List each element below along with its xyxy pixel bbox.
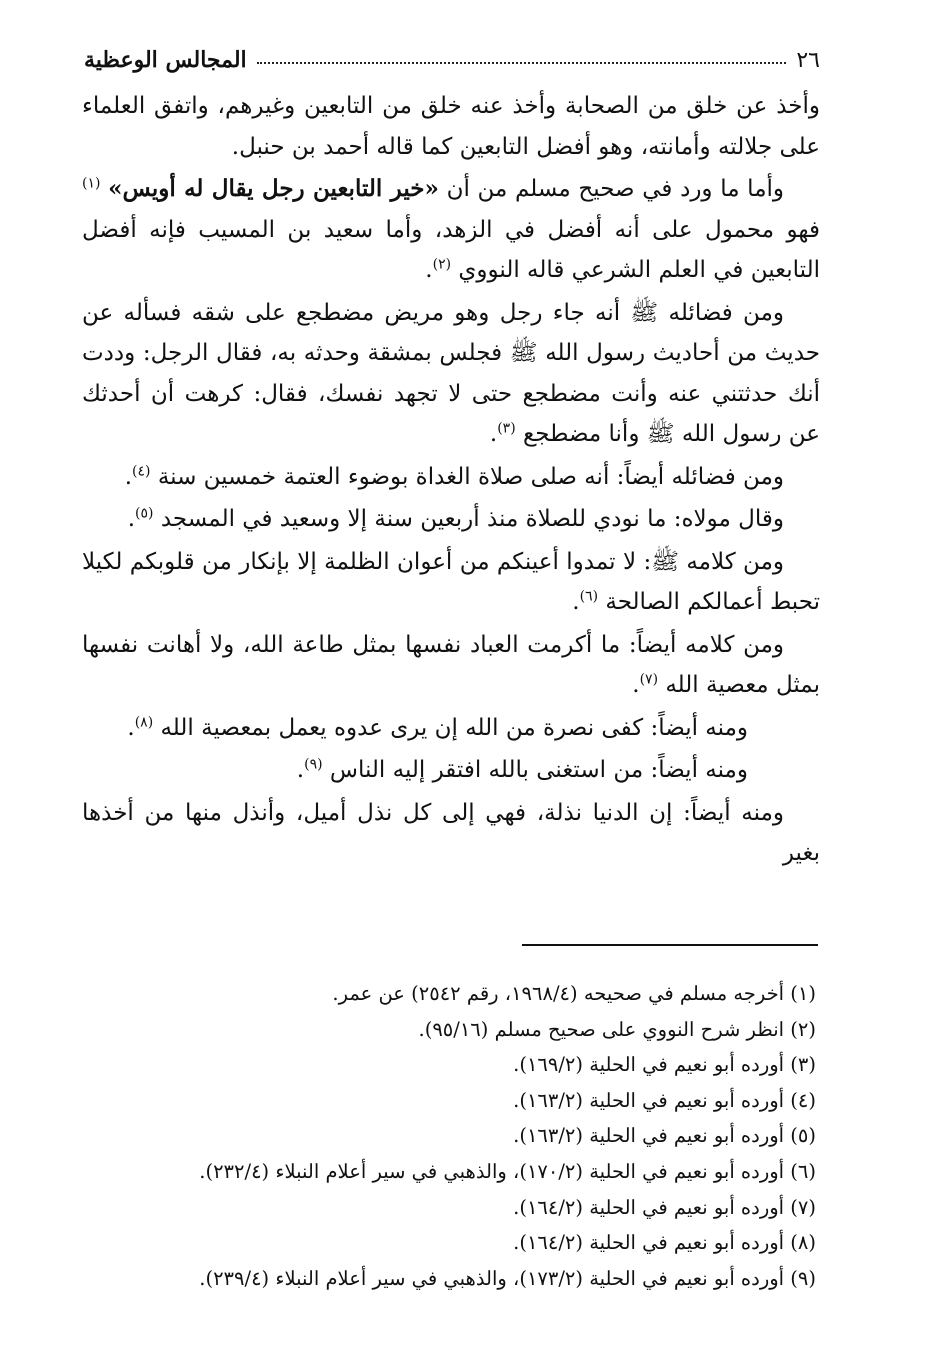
footnotes	[82, 976, 816, 1296]
paragraph: ومنه أيضاً: إن الدنيا نذلة، فهي إلى كل نذل أميل، وأنذل منها من أخذها بغير	[82, 799, 820, 866]
footnote-mark[interactable]: (٩)	[304, 756, 323, 773]
paragraph: وأما ما ورد في صحيح مسلم من أن «خير التابعين رجل يقال له أويس» $^{(١)}$ فهو محمول على أنه أفضل في الزهد، وأما سعيد بن المسيب فإنه أفضل التابعين في العلم الشرعي قاله النووي $^{(٢)}$.	[82, 175, 820, 283]
footnote: (١) أخرجه مسلم في صحيحه (١٩٦٨/٤، رقم ٢٥٤٢) عن عمر.	[332, 982, 816, 1005]
paragraph: وأخذ عن خلق من الصحابة وأخذ عنه خلق من التابعين وغيرهم، واتفق العلماء على جلالته وأمانته، وهو أفضل التابعين كما قاله أحمد بن حنبل.	[82, 93, 820, 160]
paragraph: ومن كلامه أيضاً: ما أكرمت العباد نفسها بمثل طاعة الله، ولا أهانت نفسها بمثل معصية الله $^{(٧)}$.	[82, 631, 820, 698]
footnote: (٩) أورده أبو نعيم في الحلية (١٧٣/٢)، والذهبي في سير أعلام النبلاء (٢٣٩/٤).	[199, 1266, 816, 1290]
hadith-quote: «خير التابعين رجل يقال له أويس»	[108, 175, 439, 202]
footnote: (٤) أورده أبو نعيم في الحلية (١٦٣/٢).	[513, 1088, 816, 1112]
paragraph: ومن فضائله ﷺ أنه جاء رجل وهو مريض مضطجع على شقه فسأله عن حديث من أحاديث رسول الله ﷺ فجلس بمشقة وحدثه به، فقال الرجل: وددت أنك حدثتني عنه وأنت مضطجع حتى لا تجهد نفسك، فقال: كرهت أن أحدثك عن رسول الله ﷺ وأنا مضطجع $^{(٣)}$.	[82, 299, 820, 447]
footnote: (٢) انظر شرح النووي على صحيح مسلم (٩٥/١٦).	[418, 1017, 816, 1041]
footnote-separator	[522, 944, 818, 946]
paragraph: وقال مولاه: ما نودي للصلاة منذ أربعين سنة إلا وسعيد في المسجد $^{(٥)}$.	[127, 505, 784, 532]
header-dotted-leader	[257, 62, 787, 64]
page-number: ٢٦	[796, 47, 820, 73]
footnote-mark[interactable]: (٨)	[134, 713, 154, 730]
footnote-mark[interactable]: (٢)	[432, 256, 452, 273]
paragraph: ومنه أيضاً: كفى نصرة من الله إن يرى عدوه يعمل بمعصية الله $^{(٨)}$.	[127, 713, 748, 741]
running-title: المجالس الوعظية	[84, 47, 247, 73]
footnote: (٥) أورده أبو نعيم في الحلية (١٦٣/٢).	[513, 1124, 816, 1148]
footnote: (٦) أورده أبو نعيم في الحلية (١٧٠/٢)، والذهبي في سير أعلام النبلاء (٢٣٢/٤).	[199, 1159, 816, 1183]
paragraph: ومن كلامه ﷺ: لا تمدوا أعينكم من أعوان الظلمة إلا بإنكار من قلوبكم لكيلا تحبط أعمالكم الصالحة $^{(٦)}$.	[82, 548, 820, 615]
footnote-mark[interactable]: (٣)	[497, 420, 516, 437]
footnote-mark[interactable]: (٦)	[579, 588, 599, 605]
footnote-mark[interactable]: (١)	[82, 175, 101, 192]
footnote: (٣) أورده أبو نعيم في الحلية (١٦٩/٢).	[513, 1053, 816, 1077]
paragraph: ومنه أيضاً: من استغنى بالله افتقر إليه الناس $^{(٩)}$.	[296, 756, 748, 783]
footnote-mark[interactable]: (٥)	[135, 505, 154, 522]
main-text	[82, 86, 820, 876]
page-header	[84, 42, 820, 78]
paragraph: ومن فضائله أيضاً: أنه صلى صلاة الغداة بوضوء العتمة خمسين سنة $^{(٤)}$.	[124, 462, 784, 490]
footnote-mark[interactable]: (٤)	[132, 462, 151, 479]
footnote: (٨) أورده أبو نعيم في الحلية (١٦٤/٢).	[513, 1231, 816, 1255]
footnote-mark[interactable]: (٧)	[639, 671, 659, 688]
footnote: (٧) أورده أبو نعيم في الحلية (١٦٤/٢).	[513, 1195, 816, 1219]
